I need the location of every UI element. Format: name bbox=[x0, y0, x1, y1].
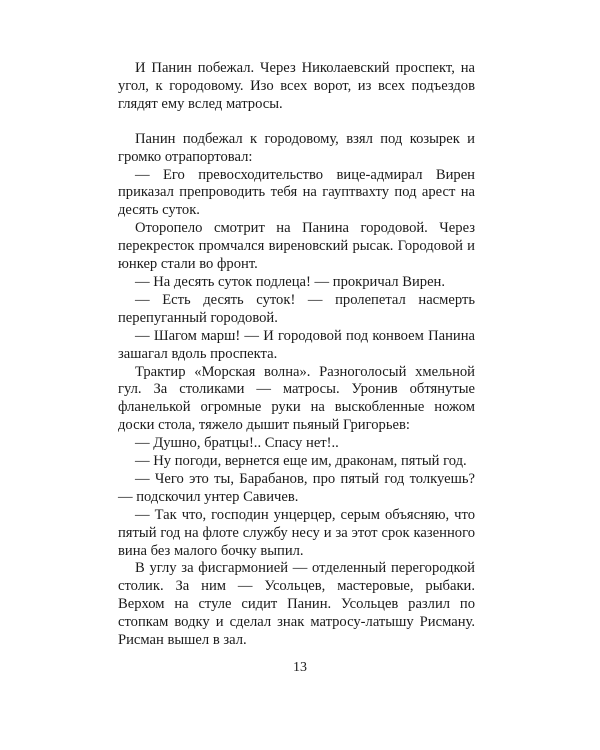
paragraph: — Есть десять суток! — пролепетал насмерть перепуганный городовой. bbox=[118, 291, 475, 326]
paragraph: — Ну погоди, вернется еще им, драконам, пятый год. bbox=[135, 453, 467, 470]
paragraph: — Так что, господин унцерцер, серым объясняю, что пятый год на флоте службу несу и за этот срок казенного вина без малого бочку выпил. bbox=[118, 506, 475, 559]
paragraph: В углу за фисгармонией — отделенный перегородкой столик. За ним — Усольцев, мастеровые, рыбаки. Верхом на стуле сидит Панин. Усольцев разлил по стопкам водку и сделал знак матросу-латышу Рисману. Рисман вышел в зал. bbox=[118, 560, 475, 649]
paragraph: — Шагом марш! — И городовой под конвоем Панина зашагал вдоль проспекта. bbox=[118, 327, 475, 362]
paragraph: — На десять суток подлеца! — прокричал Вирен. bbox=[135, 273, 446, 290]
paragraph: И Панин побежал. Через Николаевский проспект, на угол, к городовому. Изо всех ворот, из всех подъездов глядят ему вслед матросы. bbox=[118, 60, 475, 112]
paragraph: — Его превосходительство вице-адмирал Вирен приказал препроводить тебя на гауптвахту под арест на десять суток. bbox=[118, 166, 475, 219]
body-text bbox=[118, 60, 475, 650]
paragraph: Трактир «Морская волна». Разноголосый хмельной гул. За столиками — матросы. Уронив обтянутые фланелькой огромные руки на выскобленные ножом доски стола, тяжело дышит пьяный Григорьев: bbox=[118, 363, 475, 434]
paragraph: Панин подбежал к городовому, взял под козырек и громко отрапортовал: bbox=[118, 130, 475, 165]
paragraph: — Душно, братцы!.. Спасу нет!.. bbox=[135, 435, 339, 452]
paragraph: — Чего это ты, Барабанов, про пятый год толкуешь? — подскочил унтер Савичев. bbox=[118, 470, 475, 505]
paragraph: Оторопело смотрит на Панина городовой. Через перекресток промчался виреновский рысак. Городовой и юнкер стали во фронт. bbox=[118, 220, 475, 273]
page-number: 13 bbox=[293, 660, 307, 675]
